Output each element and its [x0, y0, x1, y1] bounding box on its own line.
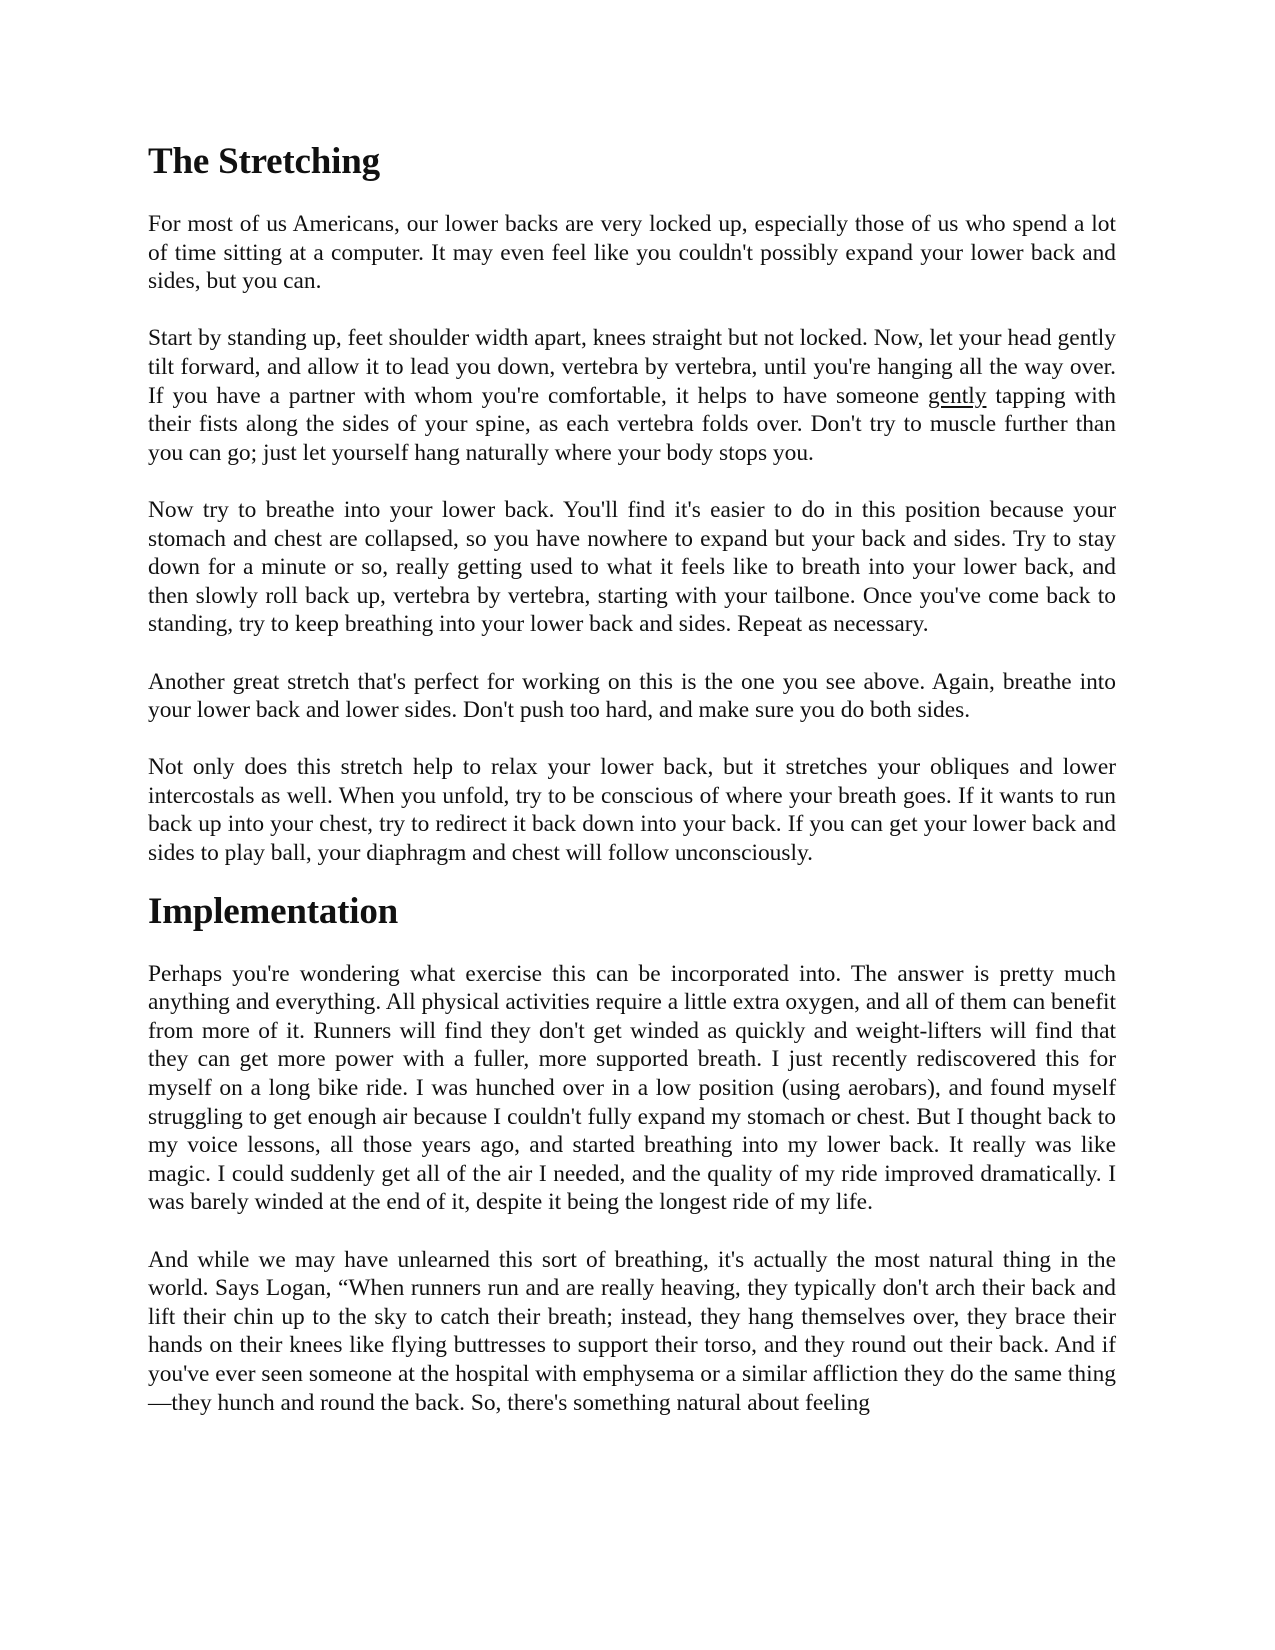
section-heading-implementation: Implementation — [148, 890, 399, 932]
paragraph: Another great stretch that's perfect for working on this is the one you see above. Again, breathe into your lower back and lower sides. Don't push too hard, and make sure you do both sides. — [148, 668, 1116, 724]
paragraph: Perhaps you're wondering what exercise this can be incorporated into. The answer is pretty much anything and everything. All physical activities require a little extra oxygen, and all of them can benefit from more of it. Runners will find they don't get winded as quickly and weight-lifters will find that they can get more power with a fuller, more supported breath. I just recently rediscovered this for myself on a long bike ride. I was hunched over in a low position (using aerobars), and found myself struggling to get enough air because I couldn't fully expand my stomach or chest. But I thought back to my voice lessons, all those years ago, and started breathing into my lower back. It really was like magic. I could suddenly get all of the air I needed, and the quality of my ride improved dramatically. I was barely winded at the end of it, despite it being the longest ride of my life. — [148, 960, 1116, 1216]
paragraph — [148, 324, 1116, 467]
paragraph: Now try to breathe into your lower back. You'll find it's easier to do in this position because your stomach and chest are collapsed, so you have nowhere to expand but your back and sides. Try to stay down for a minute or so, really getting used to what it feels like to breath into your lower back, and then slowly roll back up, vertebra by vertebra, starting with your tailbone. Once you've come back to standing, try to keep breathing into your lower back and sides. Repeat as necessary. — [148, 496, 1116, 638]
paragraph-text: tapping with their fists along the sides of your spine, as each vertebra folds over. Don't try to muscle further than you can go; just let yourself hang naturally where your body stops you. — [148, 382, 1116, 466]
underlined-word: gently — [928, 382, 987, 409]
document-page — [148, 140, 1116, 1446]
paragraph: And while we may have unlearned this sort of breathing, it's actually the most natural thing in the world. Says Logan, “When runners run and are really heaving, they typically don't arch their back and lift their chin up to the sky to catch their breath; instead, they hang themselves over, they brace their hands on their knees like flying buttresses to support their torso, and they round out their back. And if you've ever seen someone at the hospital with emphysema or a similar affliction they do the same thing—they hunch and round the back. So, there's something natural about feeling — [148, 1246, 1116, 1416]
paragraph: For most of us Americans, our lower backs are very locked up, especially those of us who spend a lot of time sitting at a computer. It may even feel like you couldn't possibly expand your lower back and sides, but you can. — [148, 211, 1116, 295]
paragraph-text: Start by standing up, feet shoulder width apart, knees straight but not locked. Now, let your head gently tilt forward, and allow it to lead you down, vertebra by vertebra, until you're hanging all the way over. If you have a partner with whom you're comfortable, it helps to have someone — [148, 325, 1116, 409]
paragraph: Not only does this stretch help to relax your lower back, but it stretches your obliques and lower intercostals as well. When you unfold, try to be conscious of where your breath goes. If it wants to run back up into your chest, try to redirect it back down into your back. If you can get your lower back and sides to play ball, your diaphragm and chest will follow unconsciously. — [148, 754, 1116, 867]
section-heading-stretching: The Stretching — [148, 141, 380, 182]
